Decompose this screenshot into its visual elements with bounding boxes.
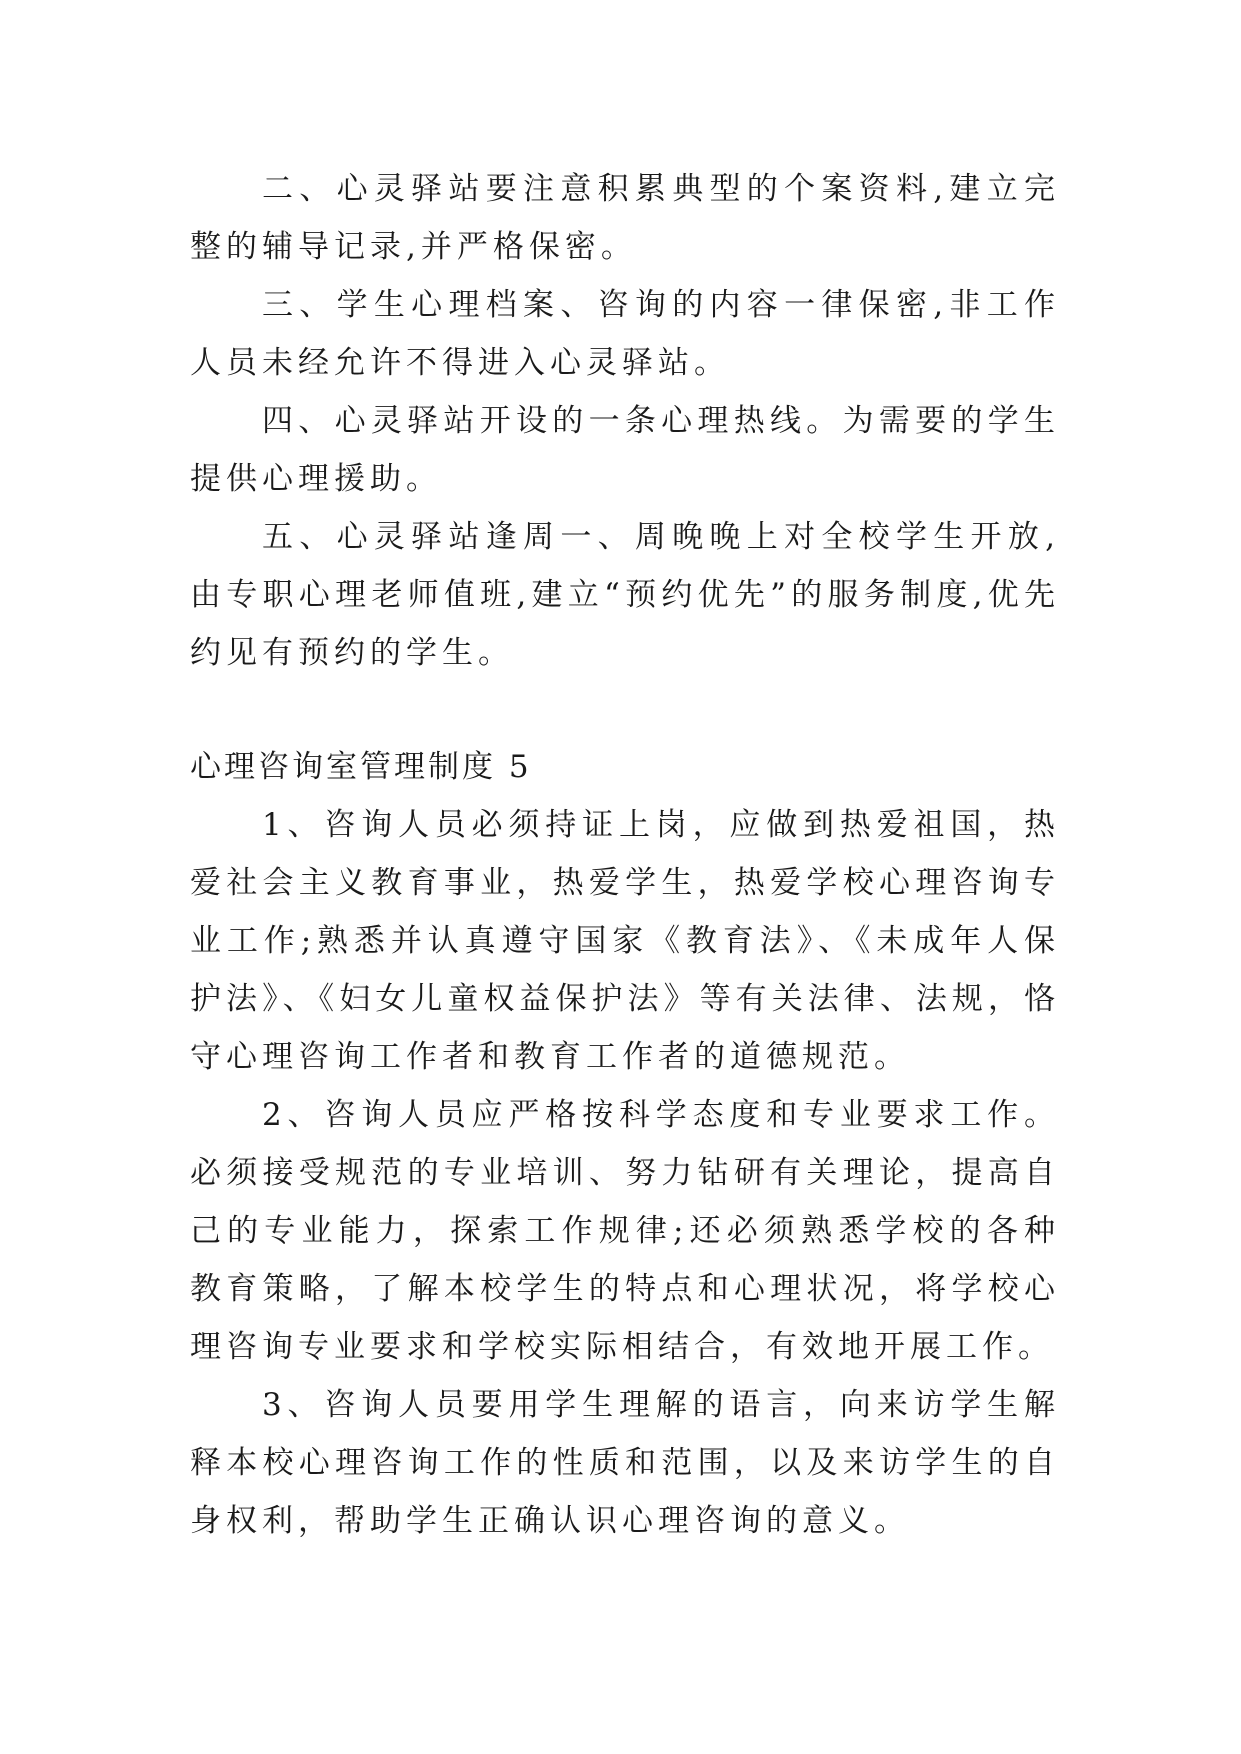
paragraph-rule-2: 二、心灵驿站要注意积累典型的个案资料,建立完整的辅导记录,并严格保密。 — [190, 171, 1060, 265]
paragraph-item-3: 3、咨询人员要用学生理解的语言，向来访学生解释本校心理咨询工作的性质和范围，以及来访学生的自身权利，帮助学生正确认识心理咨询的意义。 — [190, 1387, 1060, 1539]
paragraph-rule-5: 五、心灵驿站逢周一、周晚晚上对全校学生开放,由专职心理老师值班,建立“预约优先”的服务制度,优先约见有预约的学生。 — [190, 519, 1060, 671]
paragraph-item-1: 1、咨询人员必须持证上岗，应做到热爱祖国，热爱社会主义教育事业，热爱学生，热爱学校心理咨询专业工作;熟悉并认真遵守国家《教育法》、《未成年人保护法》、《妇女儿童权益保护法》等有关法律、法规，恪守心理咨询工作者和教育工作者的道德规范。 — [190, 807, 1060, 1075]
paragraph-rule-3: 三、学生心理档案、咨询的内容一律保密,非工作人员未经允许不得进入心灵驿站。 — [190, 287, 1060, 381]
section-title: 心理咨询室管理制度 5 — [190, 749, 532, 785]
paragraph-item-2: 2、咨询人员应严格按科学态度和专业要求工作。必须接受规范的专业培训、努力钻研有关理论，提高自己的专业能力，探索工作规律;还必须熟悉学校的各种教育策略，了解本校学生的特点和心理状况，将学校心理咨询专业要求和学校实际相结合，有效地开展工作。 — [190, 1097, 1060, 1365]
document-body — [190, 160, 1060, 1550]
paragraph-rule-4: 四、心灵驿站开设的一条心理热线。为需要的学生提供心理援助。 — [190, 403, 1060, 497]
